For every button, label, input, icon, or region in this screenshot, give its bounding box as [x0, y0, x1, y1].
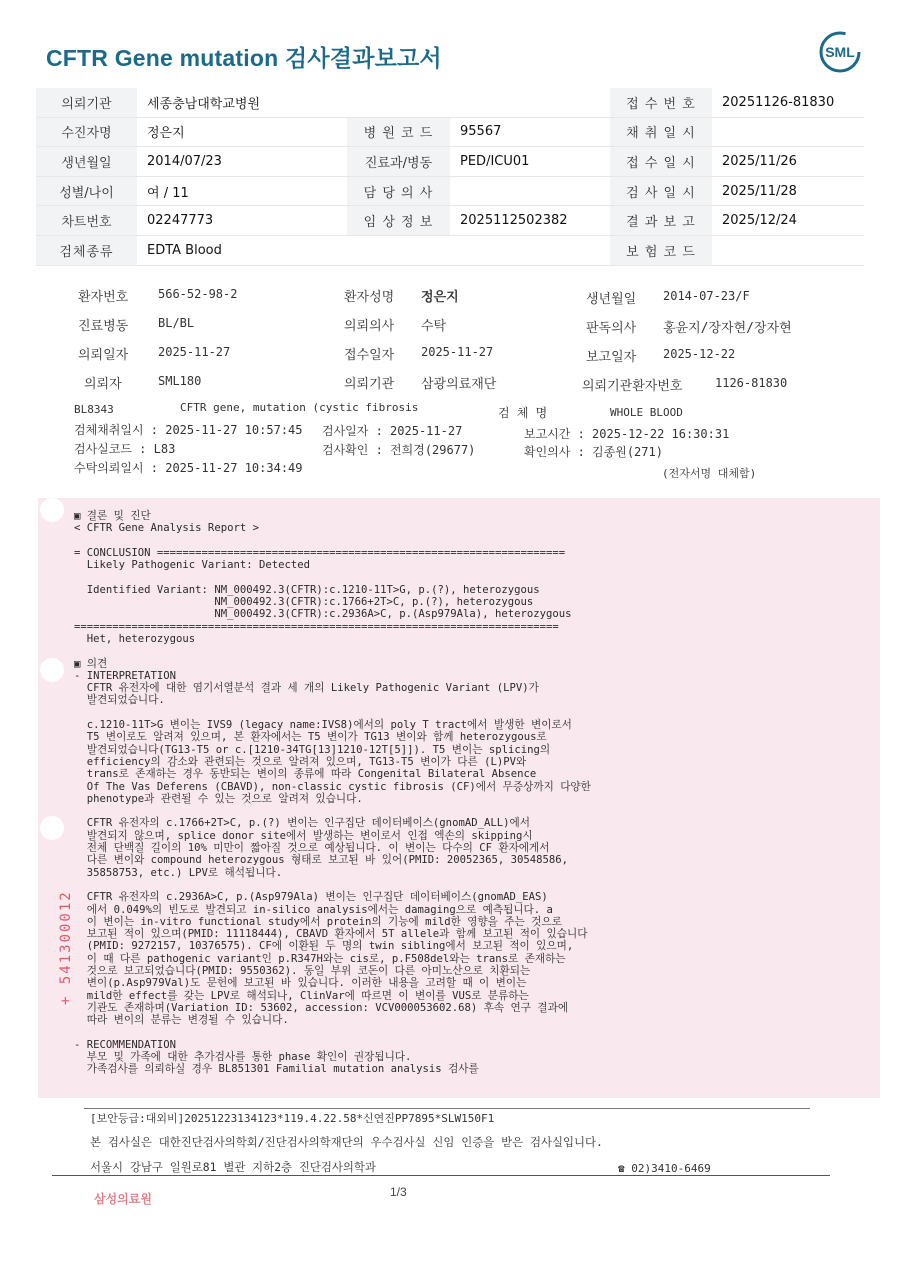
label-birth-scan: 생년월일 [586, 292, 637, 307]
value-ward: BL/BL [158, 316, 195, 330]
value-patient-name: 정은지 [137, 117, 347, 147]
certification-text: 본 검사실은 대한진단검사의학회/진단검사의학재단의 우수검사실 신임 인증을 받은 검사실입니다. [90, 1135, 603, 1149]
label-chart-no: 차트번호 [36, 206, 137, 236]
value-test-date: 2025/11/28 [712, 176, 864, 206]
value-readdoc: 홍윤지/장자현/장자현 [663, 321, 792, 336]
value-recdate: 2025-11-27 [421, 345, 494, 359]
logo-text: SML [825, 44, 855, 60]
label-refpat: 의뢰기관환자번호 [582, 379, 683, 394]
label-institution: 의뢰기관 [36, 88, 137, 117]
label-insurance-code: 보 험 코 드 [610, 235, 712, 265]
value-specimen: EDTA Blood [137, 235, 610, 265]
label-repdate: 보고일자 [586, 350, 637, 365]
label-recdate: 접수일자 [344, 348, 395, 363]
label-department: 진료과/병동 [347, 147, 450, 177]
label-hospital-code: 병 원 코 드 [347, 117, 450, 147]
info-row [36, 147, 864, 177]
value-insurance-code [712, 235, 864, 265]
label-patname: 환자성명 [344, 290, 395, 305]
label-specimen-name: 검 체 명 [498, 406, 548, 420]
value-department: PED/ICU01 [450, 147, 610, 177]
test-confirm-line: 검사확인 : 전희경(29677) [322, 443, 476, 457]
report-title: CFTR Gene mutation 검사결과보고서 [46, 45, 442, 71]
info-row [36, 176, 864, 206]
page-number: 1/3 [390, 1185, 407, 1199]
e-signature-note: (전자서명 대체함) [662, 467, 757, 480]
patient-info-table [36, 88, 864, 266]
value-institution: 세종충남대학교병원 [137, 88, 610, 117]
hospital-name: 삼성의료원 [94, 1192, 152, 1206]
value-refdate: 2025-11-27 [158, 345, 231, 359]
report-body: ▣ 결론 및 진단 < CFTR Gene Analysis Report > = CONCLUSION ================================================================ Likely Pathogenic Variant: Detected Identified Variant: NM_000492.3(CFTR):c.1210-11T>G, p.(?), heterozygous NM_000492.3(CFTR):c.1766+2T>C, p.(?), heterozygous NM_000492.3(CFTR):c.2936A>C, p.(Asp979Ala), heterozygous ============================================================================ Het, heterozygous ▣ 의견 - INTERPRETATION CFTR 유전자에 대한 염기서열분석 결과 세 개의 Likely Pathogenic Variant (LPV)가 발견되었습니다. c.1210-11T>G 변이는 IVS9 (legacy name:IVS8)에서의 poly T tract에서 발생한 변이로서 T5 변이로도 알려져 있으며, 본 환자에서는 T5 변이가 TG13 변이와 함께 heterozygous로 발견되었습니다(TG13-T5 or c.[1210-34TG[13]1210-12T[5]]). T5 변이는 splicing의 efficiency의 감소와 관련되는 것으로 알려져 있으며, TG13-T5 변이가 다른 (L)PV와 trans로 존재하는 경우 동반되는 변이의 종류에 따라 Congenital Bilateral Absence Of The Vas Deferens (CBAVD), non-classic cystic fibrosis (CF)에서 무증상까지 다양한 phenotype과 관련될 수 있는 것으로 알려져 있습니다. CFTR 유전자의 c.1766+2T>C, p.(?) 변이는 인구집단 데이터베이스(gnomAD_ALL)에서 발견되지 않으며, splice donor site에서 발생하는 변이로서 인접 엑손의 skipping시 전체 단백질 길이의 10% 미만이 짧아질 것으로 예상됩니다. 이 변이는 다수의 CF 환자에게서 다른 변이와 compound heterozygous 형태로 보고된 바 있어(PMID: 20052365, 30548586, 35858753, etc.) LPV로 해석됩니다. CFTR 유전자의 c.2936A>C, p.(Asp979Ala) 변이는 인구집단 데이터베이스(gnomAD_EAS) 에서 0.049%의 빈도로 발견되고 in-silico analysis에서는 damaging으로 예측됩니다. a 이 변이는 in-vitro functional study에서 protein의 기능에 mild한 영향을 주는 것으로 보고된 적이 있으며(PMID: 11118444), CBAVD 환자에서 5T allele과 함께 보고된 적이 있습니다 (PMID: 9272157, 10376575). CF에 이환된 두 명의 twin sibling에서 보고된 적이 있으며, 이 때 다른 pathogenic variant인 p.R347H와는 cis로, p.F508del와는 trans로 존재하는 것으로 보고되었습니다(PMID: 9550362). 동일 부위 코돈이 다른 아미노산으로 치환되는 변이(p.Asp979Val)도 문헌에 보고된 바 있습니다. 이러한 내용을 고려할 때 이 변이는 mild한 effect를 갖는 LPV로 해석되나, ClinVar에 따르면 이 변이를 VUS로 분류하는 기관도 존재하며(Variation ID: 53602, accession: VCV000053602.68) 후속 연구 결과에 따라 변이의 분류는 변경될 수 있습니다. - RECOMMENDATION 부모 및 가족에 대한 추가검사를 통한 phase 확인이 권장됩니다. 가족검사를 의뢰하실 경우 BL851301 Familial mutation analysis 검사를 [74, 510, 591, 1076]
info-row [36, 235, 864, 265]
label-result-report: 결 과 보 고 [610, 206, 712, 236]
value-clinical-info: 2025112502382 [450, 206, 610, 236]
label-referrer: 의뢰자 [84, 377, 122, 392]
value-receipt-no: 20251126-81830 [712, 88, 864, 117]
label-specimen: 검체종류 [36, 235, 137, 265]
value-refdoc: 수탁 [421, 319, 447, 334]
side-barcode-number: + 541300012 [58, 890, 74, 1005]
value-specimen-name: WHOLE BLOOD [610, 406, 683, 419]
value-sex-age: 여 / 11 [137, 176, 347, 206]
info-row [36, 88, 864, 117]
value-received-date: 2025/11/26 [712, 147, 864, 177]
divider-line [52, 1175, 830, 1176]
lab-code-line: 검사실코드 : L83 [74, 442, 176, 456]
label-ward: 진료병동 [78, 319, 129, 334]
info-row [36, 206, 864, 236]
value-patname: 정은지 [421, 290, 459, 305]
label-received-date: 접 수 일 시 [610, 147, 712, 177]
label-sex-age: 성별/나이 [36, 176, 137, 206]
punch-hole [40, 498, 64, 522]
test-date-line: 검사일자 : 2025-11-27 [322, 424, 463, 438]
label-refdoc: 의뢰의사 [344, 319, 395, 334]
label-clinical-info: 임 상 정 보 [347, 206, 450, 236]
scanned-report [0, 270, 900, 1271]
label-readdoc: 판독의사 [586, 321, 637, 336]
value-repdate: 2025-12-22 [663, 347, 736, 361]
divider-line [84, 1108, 810, 1109]
label-refdate: 의뢰일자 [78, 348, 129, 363]
lab-phone: ☎ 02)3410-6469 [618, 1162, 711, 1175]
label-test-date: 검 사 일 시 [610, 176, 712, 206]
value-result-report: 2025/12/24 [712, 206, 864, 236]
label-collection-time: 채 취 일 시 [610, 117, 712, 147]
test-name: CFTR gene, mutation (cystic fibrosis [180, 401, 419, 414]
label-refinst: 의뢰기관 [344, 377, 395, 392]
value-doctor [450, 176, 610, 206]
sml-logo-icon [818, 30, 862, 74]
referral-time-line: 수탁의뢰일시 : 2025-11-27 10:34:49 [74, 461, 303, 475]
lab-address: 서울시 강남구 일원로81 별관 지하2층 진단검사의학과 [90, 1160, 376, 1174]
label-doctor: 담 당 의 사 [347, 176, 450, 206]
value-birth-scan: 2014-07-23/F [663, 289, 750, 303]
value-patno: 566-52-98-2 [158, 287, 238, 301]
punch-hole [40, 658, 64, 682]
value-chart-no: 02247773 [137, 206, 347, 236]
label-patno: 환자번호 [78, 290, 129, 305]
value-refinst: 삼광의료재단 [421, 377, 497, 392]
label-patient-name: 수진자명 [36, 117, 137, 147]
punch-hole [40, 816, 64, 840]
info-row [36, 117, 864, 147]
test-code: BL8343 [74, 403, 114, 416]
value-refpat: 1126-81830 [715, 376, 788, 390]
value-hospital-code: 95567 [450, 117, 610, 147]
security-line: [보안등급:대외비]20251223134123*119.4.22.58*신연진PP7895*SLW150F1 [90, 1112, 495, 1125]
label-birth: 생년월일 [36, 147, 137, 177]
label-receipt-no: 접 수 번 호 [610, 88, 712, 117]
report-time-line: 보고시간 : 2025-12-22 16:30:31 [524, 427, 730, 441]
value-collection-time [712, 117, 864, 147]
confirm-doctor-line: 확인의사 : 김종원(271) [524, 445, 663, 459]
collection-line: 검체채취일시 : 2025-11-27 10:57:45 [74, 423, 303, 437]
value-referrer: SML180 [158, 374, 202, 388]
value-birth: 2014/07/23 [137, 147, 347, 177]
